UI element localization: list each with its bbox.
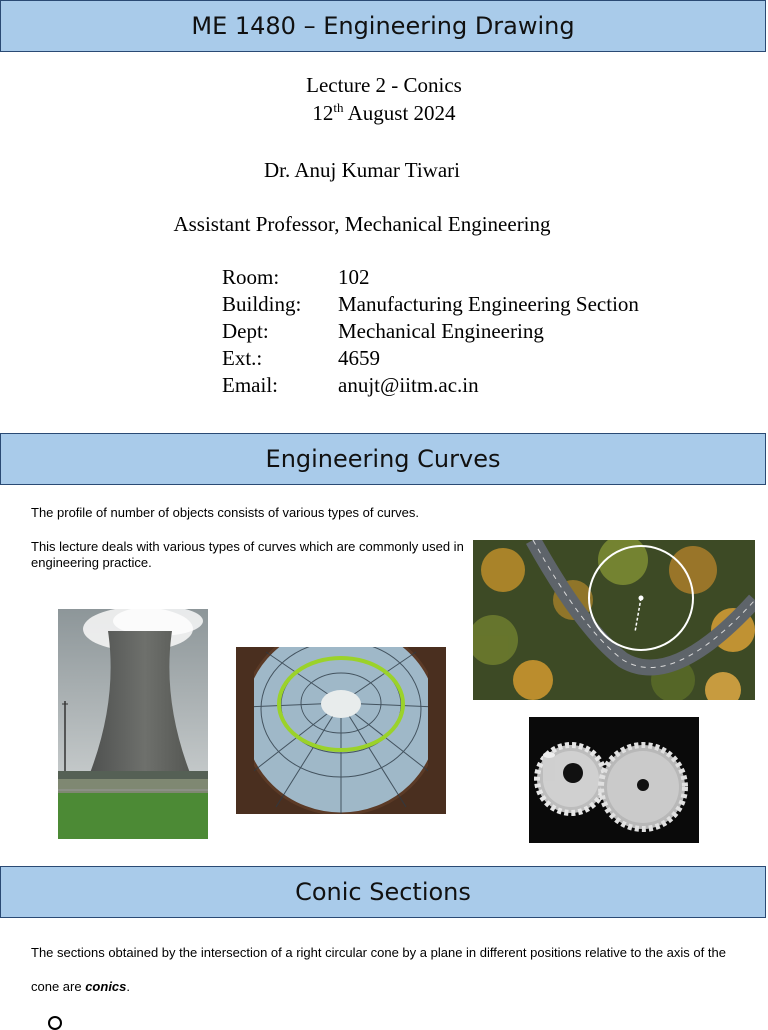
curved-road-aerial-photo: [473, 540, 755, 700]
conics-paragraph: The sections obtained by the intersection of a right circular cone by a plane in different positions relative to the axis of the cone are conics.: [31, 945, 726, 994]
course-title: ME 1480 – Engineering Drawing: [191, 12, 575, 40]
glass-dome-photo: [236, 647, 446, 814]
title-banner: [0, 0, 766, 52]
section-banner-conic-sections: [0, 866, 766, 918]
section-title: Engineering Curves: [265, 445, 501, 473]
author-position: Assistant Professor, Mechanical Engineering: [173, 212, 551, 236]
lecture-title: Lecture 2 - Conics: [306, 73, 462, 97]
lecture-date: 12th August 2024: [312, 100, 456, 125]
section-title: Conic Sections: [295, 878, 471, 906]
section-banner-engineering-curves: [0, 433, 766, 485]
gears-photo: [529, 717, 699, 843]
curves-paragraph-1: The profile of number of objects consists of various types of curves.: [31, 505, 420, 520]
author-name: Dr. Anuj Kumar Tiwari: [263, 158, 460, 182]
cooling-tower-photo: [58, 609, 208, 839]
bullet-icon: [48, 1016, 62, 1030]
curves-paragraph-2: This lecture deals with various types of curves which are commonly used in engineering practice.: [31, 539, 464, 570]
